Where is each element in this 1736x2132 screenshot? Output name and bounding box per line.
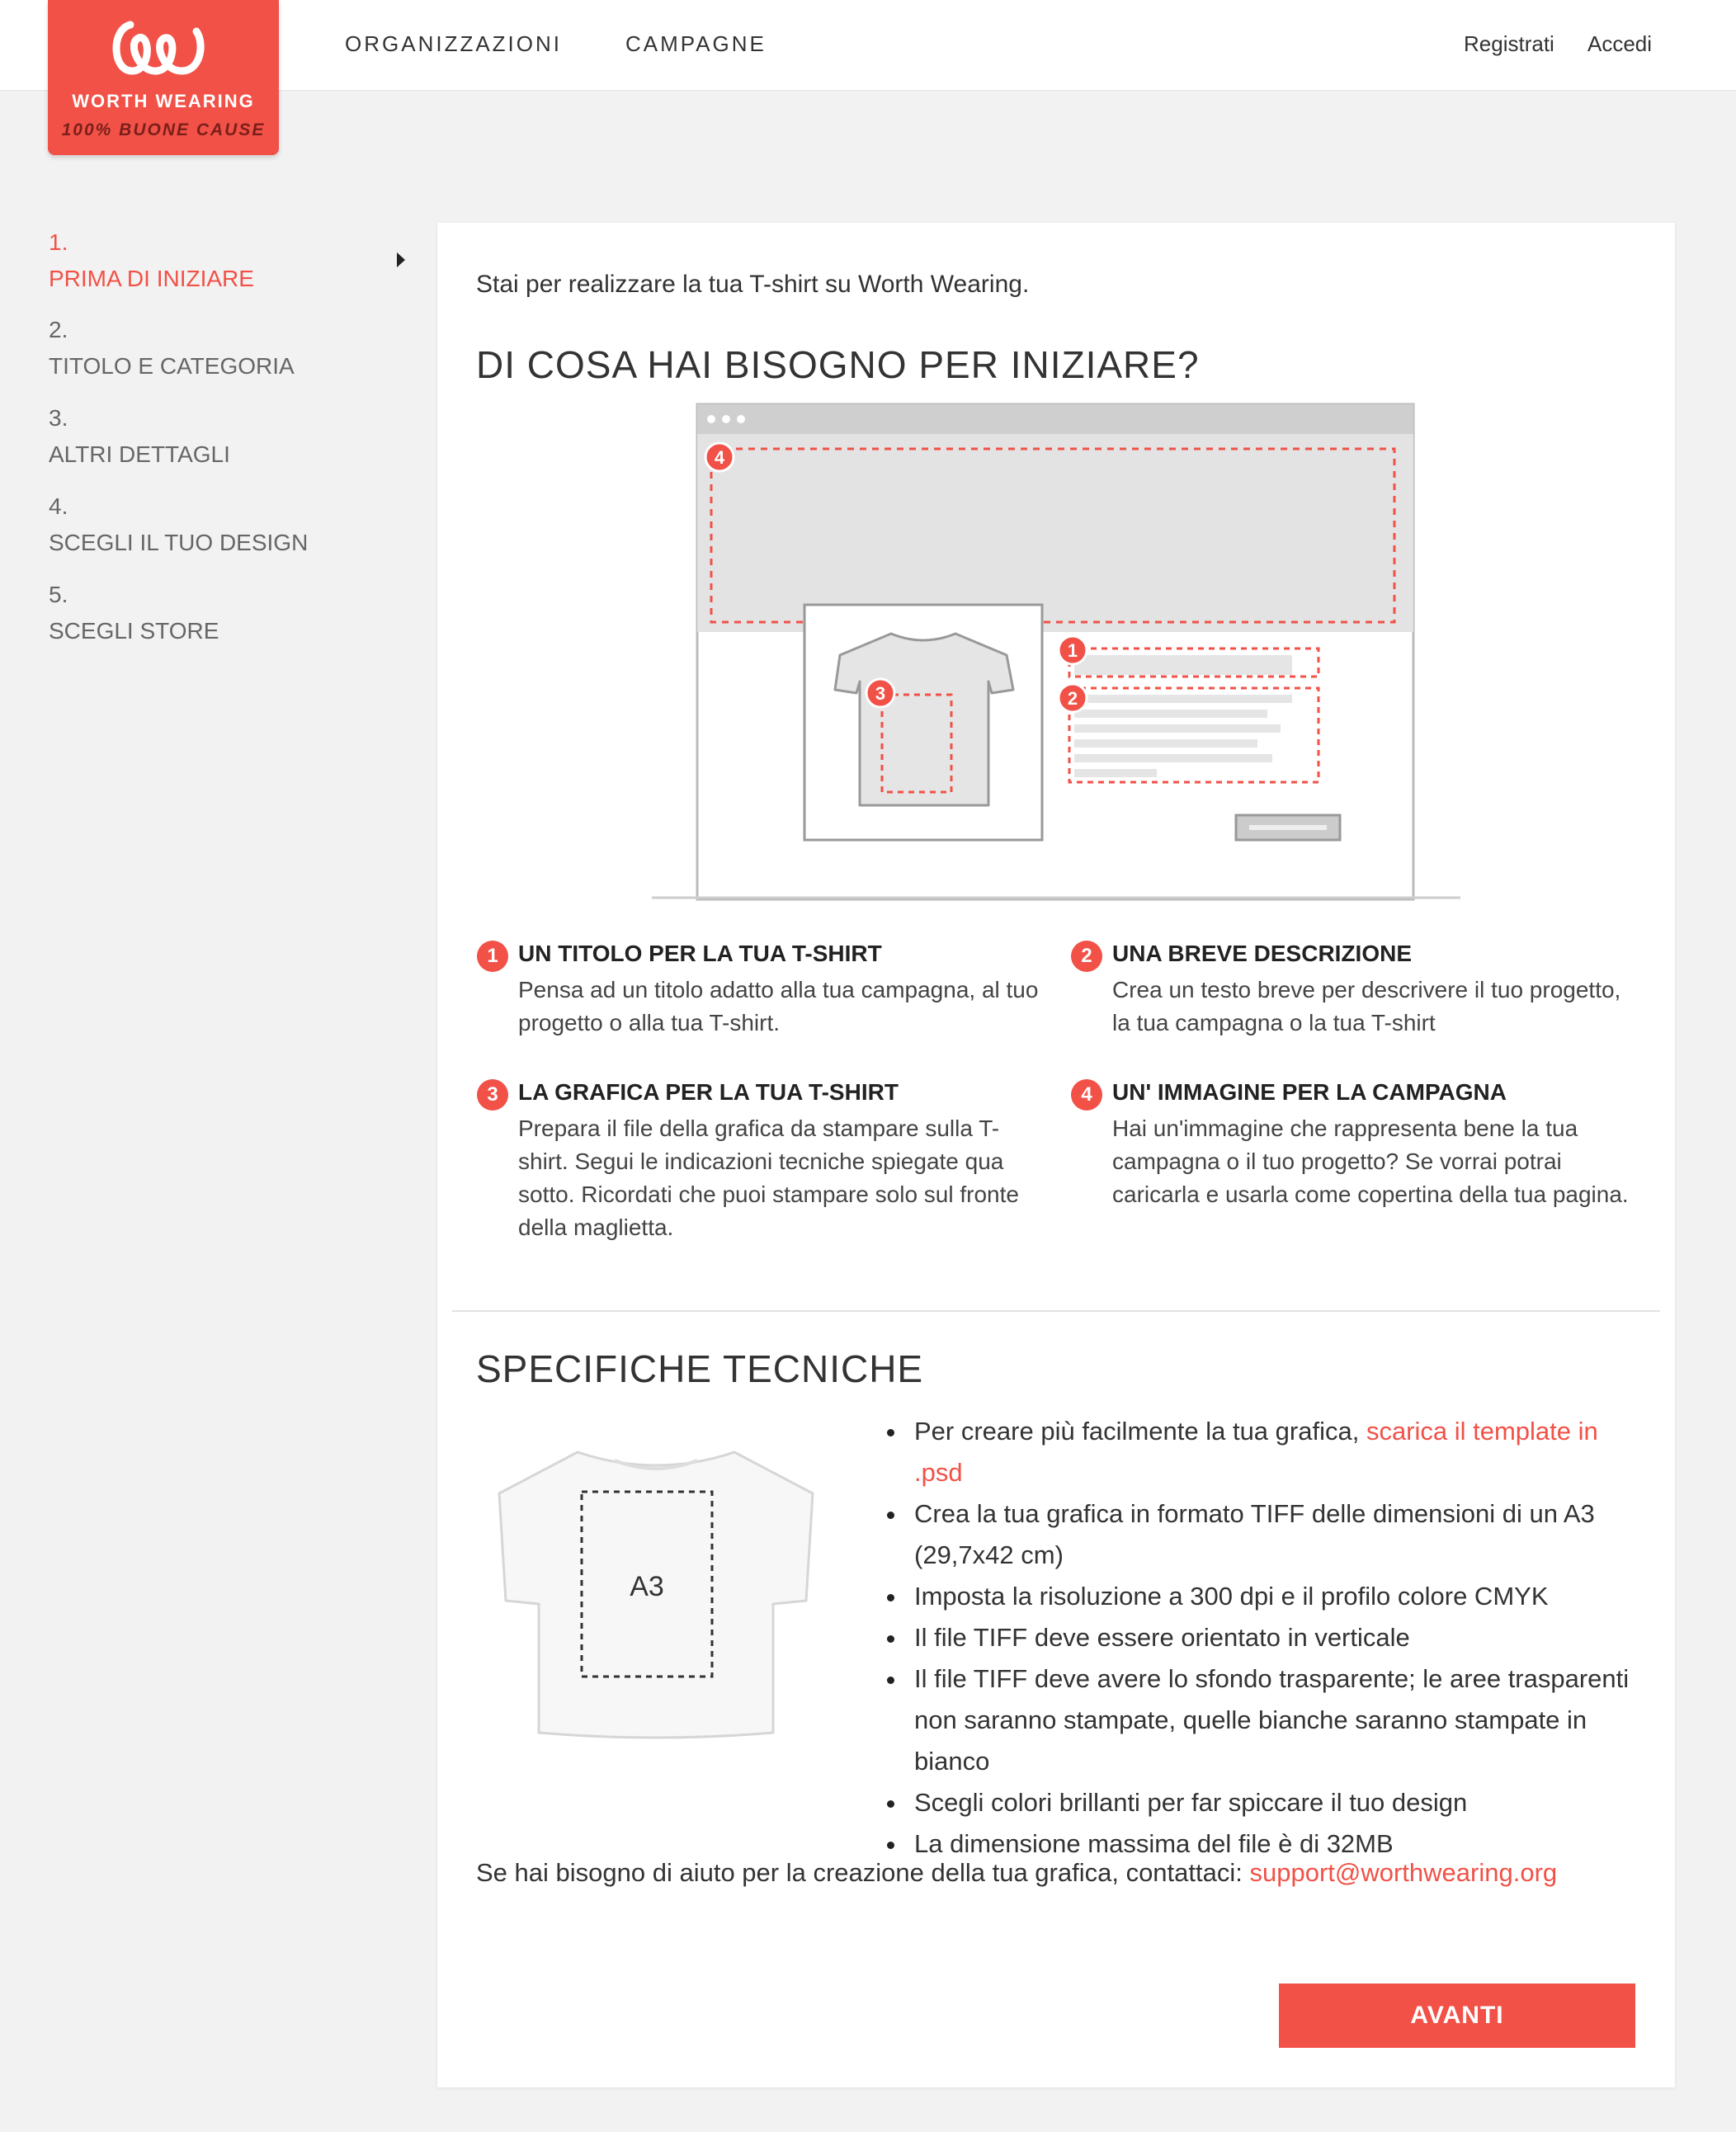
help-text: Se hai bisogno di aiuto per la creazione della tua grafica, contattaci: — [476, 1858, 1250, 1887]
page-heading: DI COSA HAI BISOGNO PER INIZIARE? — [476, 343, 1200, 386]
section-divider — [452, 1310, 1660, 1312]
caret-right-icon — [397, 252, 405, 267]
spec-item — [883, 1411, 1642, 1493]
spec-list — [883, 1411, 1642, 1865]
marker-2: 2 — [1067, 688, 1078, 709]
a3-label: A3 — [630, 1571, 664, 1602]
spec-item: Imposta la risoluzione a 300 dpi e il profilo colore CMYK — [883, 1576, 1642, 1617]
spec-item: Scegli colori brillanti per far spiccare il tuo design — [883, 1782, 1642, 1823]
next-button[interactable]: AVANTI — [1279, 1983, 1635, 2048]
item-title: UN TITOLO PER LA TUA T-SHIRT — [518, 941, 882, 966]
step-label: TITOLO E CATEGORIA — [49, 353, 295, 379]
step-label: SCEGLI IL TUO DESIGN — [49, 530, 309, 555]
download-template-link[interactable]: scarica il template in .psd — [914, 1417, 1598, 1487]
item-title: LA GRAFICA PER LA TUA T-SHIRT — [518, 1079, 899, 1105]
tshirt-a3-illustration — [483, 1436, 829, 1749]
nav-organizzazioni[interactable]: ORGANIZZAZIONI — [345, 31, 562, 56]
step-number: 5. — [49, 582, 68, 607]
marker-4: 4 — [714, 447, 725, 468]
step-4[interactable] — [49, 488, 308, 561]
item-text: Pensa ad un titolo adatto alla tua campagna, al tuo progetto o alla tua T-shirt. — [518, 977, 1039, 1035]
step-3[interactable] — [49, 400, 230, 473]
campaign-page-illustration — [652, 403, 1460, 914]
brand-logo[interactable] — [48, 0, 279, 155]
item-title: UNA BREVE DESCRIZIONE — [1112, 941, 1413, 966]
nav-campagne[interactable]: CAMPAGNE — [625, 31, 767, 56]
spec-item: Crea la tua grafica in formato TIFF delle dimensioni di un A3 (29,7x42 cm) — [883, 1493, 1642, 1576]
specs-heading: SPECIFICHE TECNICHE — [476, 1347, 924, 1390]
spec-item: Il file TIFF deve essere orientato in verticale — [883, 1617, 1642, 1658]
step-5[interactable] — [49, 577, 219, 649]
number-badge: 1 — [477, 941, 508, 972]
support-email-link[interactable]: support@worthwearing.org — [1249, 1858, 1558, 1887]
register-link[interactable]: Registrati — [1464, 31, 1554, 56]
item-text: Prepara il file della grafica da stampare sulla T-shirt. Segui le indicazioni tecniche spiegate qua sotto. Ricordati che puoi stampare solo sul fronte della maglietta. — [518, 1116, 1019, 1240]
step-label: PRIMA DI INIZIARE — [49, 266, 254, 291]
marker-1: 1 — [1067, 640, 1078, 661]
item-text: Crea un testo breve per descrivere il tuo progetto, la tua campagna o la tua T-shirt — [1112, 977, 1621, 1035]
step-number: 2. — [49, 317, 68, 342]
main-card — [437, 223, 1675, 2087]
number-badge: 4 — [1071, 1079, 1102, 1111]
step-label: SCEGLI STORE — [49, 618, 219, 644]
number-badge: 2 — [1071, 941, 1102, 972]
step-2[interactable] — [49, 312, 295, 384]
brand-swirl-icon — [106, 13, 221, 83]
step-number: 4. — [49, 493, 68, 519]
spec-text: Per creare più facilmente la tua grafica, — [914, 1417, 1366, 1446]
brand-name: WORTH WEARING — [72, 91, 255, 111]
top-header — [0, 0, 1736, 139]
item-text: Hai un'immagine che rappresenta bene la tua campagna o il tuo progetto? Se vorrai potrai caricarla e usarla come copertina della tua pagina. — [1112, 1116, 1629, 1207]
marker-3: 3 — [875, 683, 886, 704]
item-title: UN' IMMAGINE PER LA CAMPAGNA — [1112, 1079, 1507, 1105]
brand-tagline: 100% BUONE CAUSE — [61, 120, 266, 139]
step-number: 3. — [49, 405, 68, 431]
number-badge: 3 — [477, 1079, 508, 1111]
spec-item: La dimensione massima del file è di 32MB — [883, 1823, 1642, 1865]
login-link[interactable]: Accedi — [1587, 31, 1653, 56]
step-label: ALTRI DETTAGLI — [49, 441, 230, 467]
intro-text: Stai per realizzare la tua T-shirt su Worth Wearing. — [476, 271, 1030, 298]
help-line — [476, 1858, 1557, 1888]
step-1[interactable] — [49, 224, 254, 297]
spec-item: Il file TIFF deve avere lo sfondo trasparente; le aree trasparenti non saranno stampate, quelle bianche saranno stampate in bianco — [883, 1658, 1642, 1782]
step-number: 1. — [49, 229, 68, 255]
